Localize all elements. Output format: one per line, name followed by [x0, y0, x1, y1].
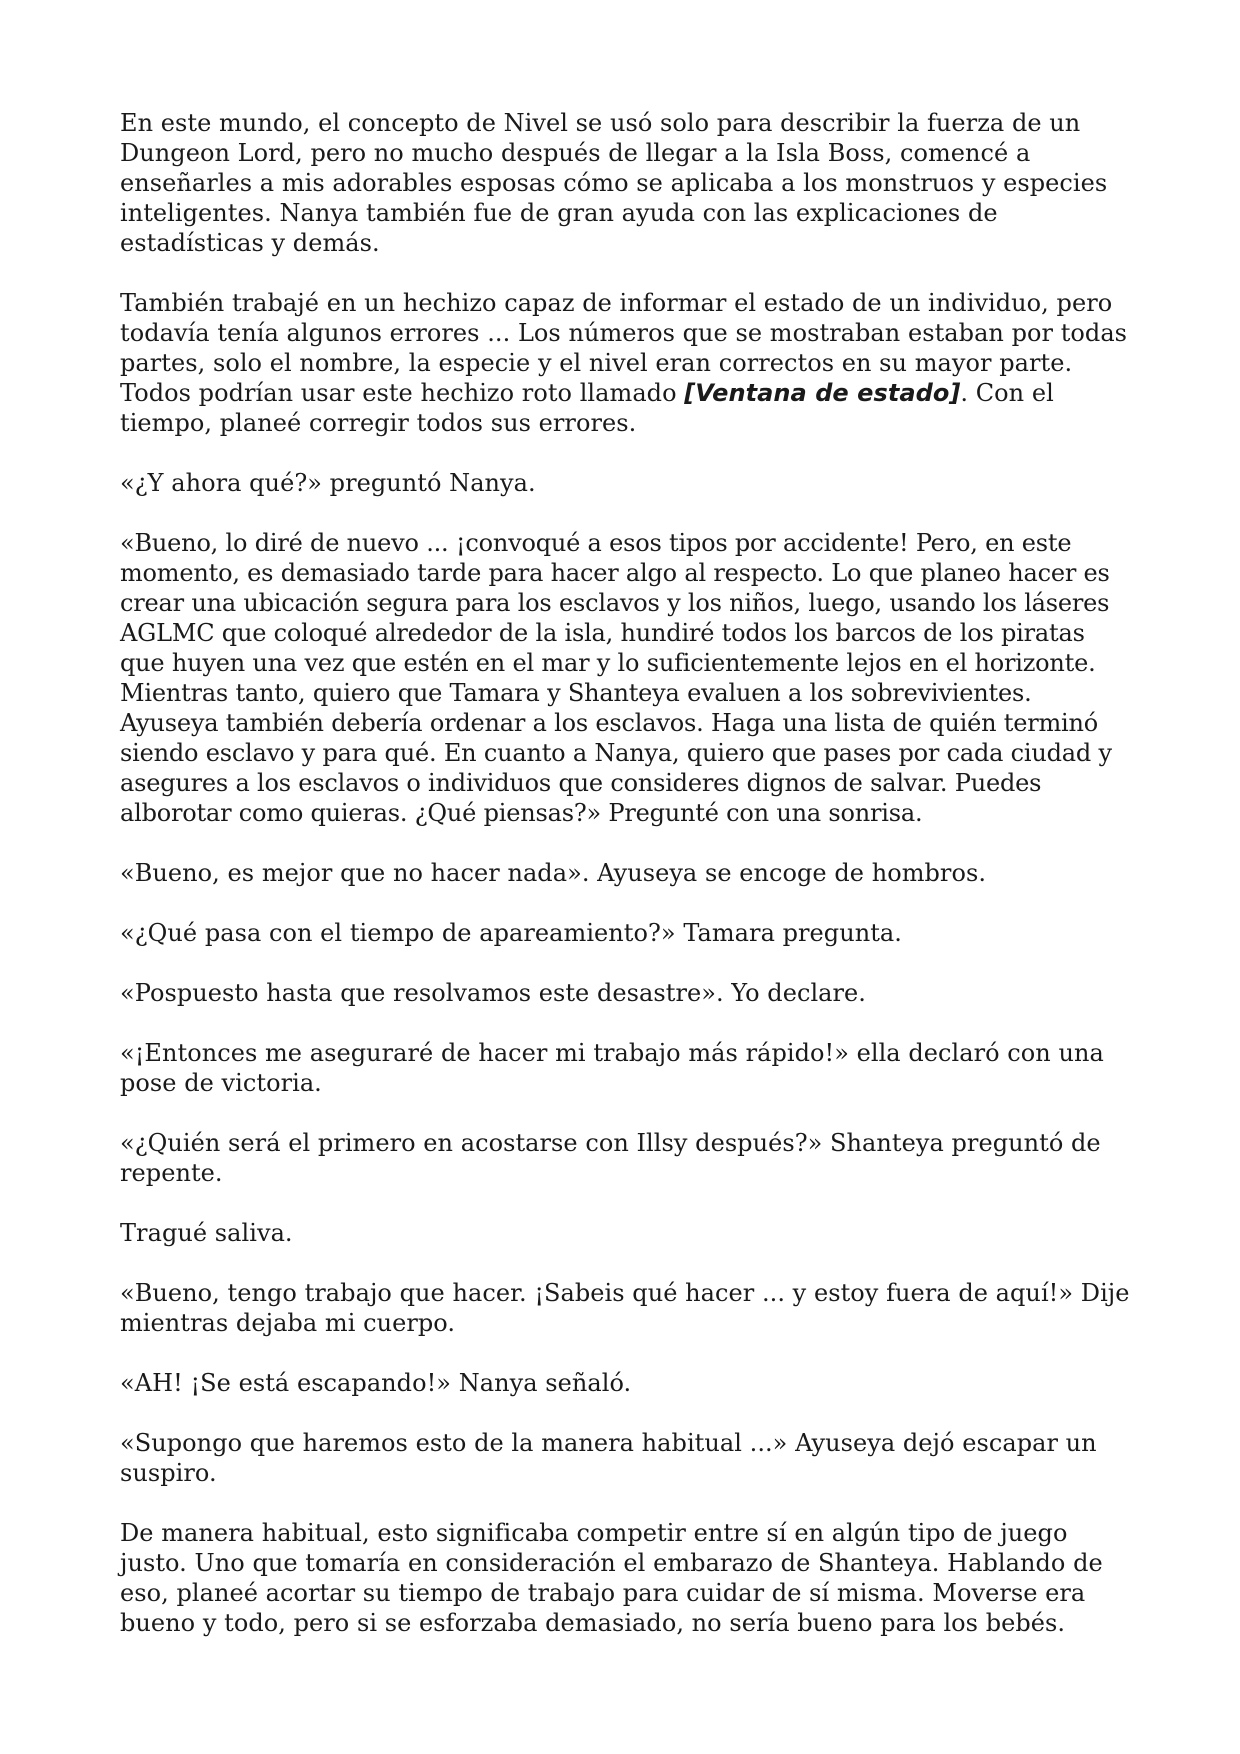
paragraph-dialogue: «Bueno, lo diré de nuevo ... ¡convoqué a esos tipos por accidente! Pero, en este momento, es demasiado tarde para hacer algo al respecto. Lo que planeo hacer es crear una ubicación segura para los esclavos y los niños, luego, usando los láseres AGLMC que coloqué alrededor de la isla, hundiré todos los barcos de los piratas que huyen una vez que estén en el mar y lo suficientemente lejos en el horizonte. Mientras tanto, quiero que Tamara y Shanteya evaluen a los sobrevivientes. Ayuseya también debería ordenar a los esclavos. Haga una lista de quién terminó siendo esclavo y para qué. En cuanto a Nanya, quiero que pases por cada ciudad y asegures a los esclavos o individuos que consideres dignos de salvar. Puedes alborotar como quieras. ¿Qué piensas?» Pregunté con una sonrisa. — [120, 529, 1112, 827]
paragraph-dialogue: «¡Entonces me aseguraré de hacer mi trabajo más rápido!» ella declaró con una pose de victoria. — [120, 1039, 1104, 1097]
paragraph-dialogue: «¿Y ahora qué?» preguntó Nanya. — [120, 469, 536, 497]
document-page — [120, 108, 1130, 1668]
paragraph-dialogue: «¿Qué pasa con el tiempo de apareamiento?» Tamara pregunta. — [120, 919, 902, 947]
paragraph-dialogue: «Bueno, es mejor que no hacer nada». Ayuseya se encoge de hombros. — [120, 859, 986, 887]
paragraph-narration: Tragué saliva. — [120, 1219, 293, 1247]
paragraph-dialogue: «AH! ¡Se está escapando!» Nanya señaló. — [120, 1369, 632, 1397]
paragraph-dialogue: «Supongo que haremos esto de la manera habitual ...» Ayuseya dejó escapar un suspiro. — [120, 1429, 1097, 1487]
paragraph-narration: De manera habitual, esto significaba competir entre sí en algún tipo de juego justo. Uno que tomaría en consideración el embarazo de Shanteya. Hablando de eso, planeé acortar su tiempo de trabajo para cuidar de sí misma. Moverse era bueno y todo, pero si se esforzaba demasiado, no sería bueno para los bebés. — [120, 1519, 1103, 1637]
paragraph-ventana-estado — [120, 288, 1130, 438]
paragraph-dialogue: «Bueno, tengo trabajo que hacer. ¡Sabeis qué hacer ... y estoy fuera de aquí!» Dije mientras dejaba mi cuerpo. — [120, 1279, 1130, 1337]
paragraph-nivel: En este mundo, el concepto de Nivel se usó solo para describir la fuerza de un Dungeon Lord, pero no mucho después de llegar a la Isla Boss, comencé a enseñarles a mis adorables esposas cómo se aplicaba a los monstruos y especies inteligentes. Nanya también fue de gran ayuda con las explicaciones de estadísticas y demás. — [120, 109, 1108, 257]
paragraph-dialogue: «¿Quién será el primero en acostarse con Illsy después?» Shanteya preguntó de repente. — [120, 1129, 1101, 1187]
spell-name: [Ventana de estado] — [684, 379, 961, 407]
paragraph-text: . Con el tiempo, planeé corregir todos sus errores. — [120, 379, 1054, 437]
paragraph-dialogue: «Pospuesto hasta que resolvamos este desastre». Yo declare. — [120, 979, 866, 1007]
paragraph-text: También trabajé en un hechizo capaz de informar el estado de un individuo, pero todavía tenía algunos errores ... Los números que se mostraban estaban por todas partes, solo el nombre, la especie y el nivel eran correctos en su mayor parte. Todos podrían usar este hechizo roto llamado — [120, 289, 1128, 407]
